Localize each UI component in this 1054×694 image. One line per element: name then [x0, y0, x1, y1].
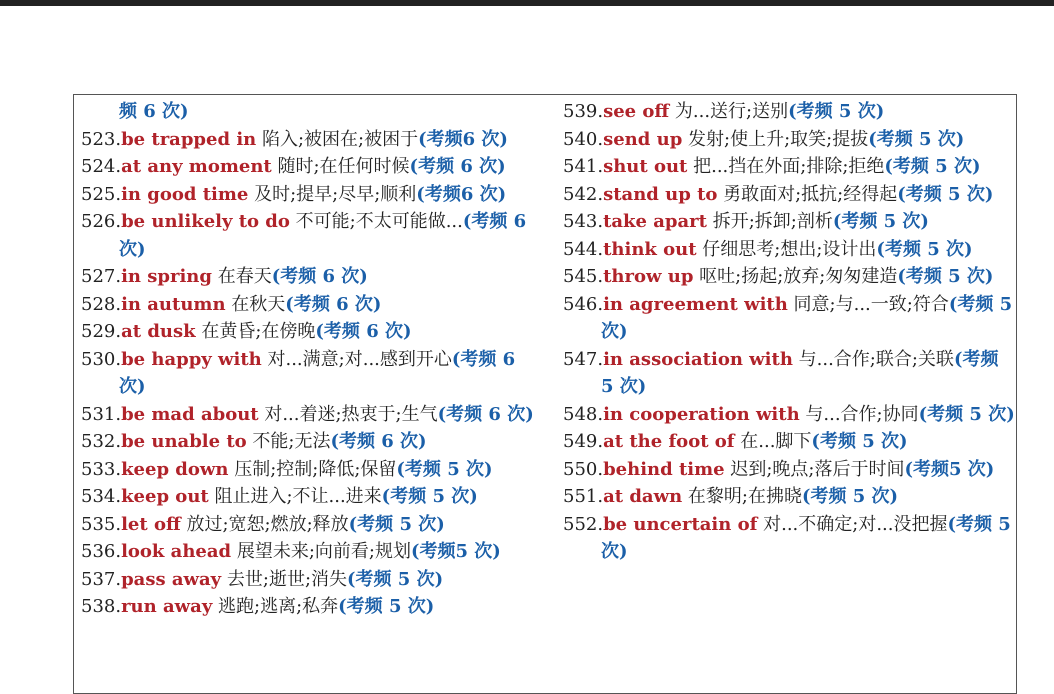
entry-meaning: 在春天	[211, 266, 272, 287]
entry-frequency: (考频 5 次)	[918, 403, 1015, 425]
entry-frequency: (考频 6 次)	[330, 431, 427, 452]
entry-phrase: in agreement with	[603, 293, 788, 315]
vocab-entry	[563, 483, 1015, 511]
entry-phrase: be mad about	[121, 403, 259, 425]
entry-frequency: (考频 5 次)	[788, 101, 885, 122]
entry-frequency: (考频 6 次)	[409, 156, 506, 177]
entry-meaning: 陷入;被困在;被困于	[256, 128, 419, 150]
entry-phrase: look ahead	[121, 541, 232, 562]
entry-meaning: 不可能;不太可能做...	[289, 211, 463, 232]
vocab-entry	[81, 181, 546, 209]
vocab-entry	[563, 401, 1015, 429]
entry-number: 527.	[81, 266, 122, 287]
entry-meaning: 不能;无法	[246, 431, 331, 452]
entry-meaning: 在黎明;在拂晓	[682, 486, 802, 507]
vocab-entry	[81, 566, 546, 594]
entry-meaning: 把...挡在外面;排除;拒绝	[687, 156, 885, 177]
entry-number: 535.	[81, 513, 122, 535]
entry-phrase: at any moment	[121, 156, 272, 177]
entry-phrase: send up	[603, 128, 683, 150]
entry-frequency: (考频 6 次)	[271, 266, 368, 287]
entry-phrase: in spring	[121, 266, 212, 287]
vocab-entry	[563, 181, 1015, 209]
vocab-entry	[81, 511, 546, 539]
entry-phrase: keep out	[121, 486, 209, 507]
entry-phrase: in association with	[603, 348, 793, 370]
entry-frequency: (考频 5 次)	[811, 431, 908, 452]
entry-number: 533.	[81, 458, 122, 480]
entry-frequency: (考频 5 次)	[601, 348, 999, 397]
vocab-entry	[563, 208, 1015, 236]
entry-phrase: throw up	[603, 266, 694, 287]
vocab-entry	[563, 291, 1015, 346]
entry-number: 549.	[563, 431, 604, 452]
vocab-entry	[81, 263, 546, 291]
entry-meaning: 勇敢面对;抵抗;经得起	[717, 183, 898, 205]
vocab-entry	[81, 428, 546, 456]
entry-phrase: keep down	[121, 458, 229, 480]
entry-phrase: be unlikely to do	[121, 211, 290, 232]
entry-phrase: stand up to	[603, 183, 718, 205]
entry-meaning: 迟到;晚点;落后于时间	[724, 458, 905, 480]
entry-number: 530.	[81, 348, 122, 370]
vocab-entry	[81, 593, 546, 621]
entry-meaning: 阻止进入;不让...进来	[208, 486, 382, 507]
entry-number: 524.	[81, 156, 122, 177]
entry-frequency: (考频 6 次)	[437, 403, 534, 425]
entry-meaning: 与...合作;联合;关联	[792, 348, 954, 370]
entry-number: 538.	[81, 596, 122, 617]
entry-number: 543.	[563, 211, 604, 232]
vocab-entry	[81, 456, 546, 484]
entry-phrase: pass away	[121, 568, 222, 590]
entry-meaning: 在黄昏;在傍晚	[195, 321, 316, 342]
entry-frequency: (考频 5 次)	[381, 486, 478, 507]
entry-frequency: (考频 5 次)	[801, 486, 899, 507]
entry-frequency: (考频 6 次)	[285, 293, 382, 315]
top-bar	[0, 0, 1054, 6]
entry-number: 534.	[81, 486, 122, 507]
entry-frequency: (考频5 次)	[904, 458, 995, 480]
entry-phrase: at the foot of	[603, 431, 735, 452]
entry-number: 551.	[563, 486, 604, 507]
vocab-entry	[81, 401, 546, 429]
entry-number: 545.	[563, 266, 604, 287]
entry-phrase: see off	[603, 101, 670, 122]
entry-meaning: 呕吐;扬起;放弃;匆匆建造	[693, 266, 898, 287]
entry-meaning: 与...合作;协同	[799, 403, 919, 425]
vocab-entry	[563, 236, 1015, 264]
vocab-entry	[563, 456, 1015, 484]
entry-frequency: (考频 5 次)	[601, 293, 1013, 342]
vocab-entry	[81, 98, 546, 126]
vocab-entry	[81, 291, 546, 319]
entry-number: 541.	[563, 156, 604, 177]
vocab-entry	[81, 126, 546, 154]
entry-meaning: 对...不确定;对...没把握	[757, 513, 948, 535]
entry-meaning: 随时;在任何时候	[271, 156, 410, 177]
entry-phrase: be trapped in	[121, 128, 257, 150]
entry-number: 544.	[563, 238, 604, 260]
entry-phrase: let off	[121, 513, 181, 535]
entry-phrase: at dusk	[121, 321, 196, 342]
entry-phrase: take apart	[603, 211, 707, 232]
entry-phrase: behind time	[603, 458, 725, 480]
entry-meaning: 及时;提早;尽早;顺利	[248, 183, 417, 205]
entry-frequency: (考频5 次)	[410, 541, 501, 562]
entry-phrase: think out	[603, 238, 697, 260]
entry-meaning: 在秋天	[225, 293, 286, 315]
vocab-entry	[81, 153, 546, 181]
entry-meaning: 对...着迷;热衷于;生气	[258, 403, 438, 425]
vocab-entry	[563, 98, 1015, 126]
entry-number: 523.	[81, 128, 122, 150]
vocab-entry	[81, 538, 546, 566]
entry-number: 547.	[563, 348, 604, 370]
entry-frequency: (考频 5 次)	[338, 596, 435, 617]
entry-meaning: 去世;逝世;消失	[221, 568, 348, 590]
vocab-entry	[81, 483, 546, 511]
vocab-entry	[563, 428, 1015, 456]
entry-frequency: (考频6 次)	[416, 183, 507, 205]
entry-frequency: (考频 6 次)	[119, 348, 516, 397]
entry-meaning: 为...送行;送别	[669, 101, 789, 122]
entry-phrase: in autumn	[121, 293, 226, 315]
entry-meaning: 发射;使上升;取笑;提拔	[682, 128, 869, 150]
entry-number: 531.	[81, 403, 122, 425]
vocab-entry	[563, 153, 1015, 181]
entry-phrase: at dawn	[603, 486, 683, 507]
entry-number: 528.	[81, 293, 122, 315]
entry-phrase: be happy with	[121, 348, 262, 370]
vocab-entry	[81, 318, 546, 346]
entry-frequency: (考频 6 次)	[119, 211, 527, 260]
vocab-entry	[81, 208, 546, 263]
entry-frequency: (考频 6 次)	[315, 321, 412, 342]
entry-frequency: (考频 5 次)	[868, 128, 965, 150]
vocab-entry	[563, 511, 1015, 566]
entry-frequency: (考频 5 次)	[876, 238, 973, 260]
entry-meaning: 展望未来;向前看;规划	[231, 541, 411, 562]
entry-number: 552.	[563, 513, 604, 535]
entry-number: 540.	[563, 128, 604, 150]
entry-meaning: 压制;控制;降低;保留	[228, 458, 397, 480]
vocab-entry	[563, 346, 1015, 401]
entry-meaning: 拆开;拆卸;剖析	[706, 211, 833, 232]
entry-frequency: (考频 5 次)	[601, 513, 1011, 562]
entry-number: 548.	[563, 403, 604, 425]
entry-phrase: in cooperation with	[603, 403, 800, 425]
entry-number: 546.	[563, 293, 604, 315]
entry-number: 539.	[563, 101, 604, 122]
entry-number: 532.	[81, 431, 122, 452]
entry-meaning: 同意;与...一致;符合	[787, 293, 949, 315]
entry-frequency: (考频 5 次)	[832, 211, 929, 232]
entry-frequency: 频 6 次)	[119, 101, 189, 122]
entry-number: 525.	[81, 183, 122, 205]
entry-number: 536.	[81, 541, 122, 562]
entry-phrase: run away	[121, 596, 213, 617]
vocab-entry	[563, 126, 1015, 154]
entry-phrase: be unable to	[121, 431, 247, 452]
entry-phrase: shut out	[603, 156, 688, 177]
entry-frequency: (考频 5 次)	[897, 266, 994, 287]
entry-number: 537.	[81, 568, 122, 590]
entry-frequency: (考频6 次)	[418, 128, 508, 150]
entry-meaning: 对...满意;对...感到开心	[261, 348, 452, 370]
entry-meaning: 逃跑;逃离;私奔	[212, 596, 339, 617]
entry-phrase: in good time	[121, 183, 249, 205]
left-column	[81, 98, 546, 621]
entry-number: 542.	[563, 183, 604, 205]
entry-number: 529.	[81, 321, 122, 342]
right-column	[563, 98, 1015, 566]
entry-meaning: 放过;宽恕;燃放;释放	[180, 513, 349, 535]
vocab-entry	[563, 263, 1015, 291]
entry-phrase: be uncertain of	[603, 513, 758, 535]
entry-frequency: (考频 5 次)	[884, 156, 981, 177]
entry-frequency: (考频 5 次)	[396, 458, 493, 480]
entry-number: 526.	[81, 211, 122, 232]
document-page	[73, 94, 1017, 694]
entry-frequency: (考频 5 次)	[348, 513, 445, 535]
entry-frequency: (考频 5 次)	[897, 183, 994, 205]
entry-number: 550.	[563, 458, 604, 480]
entry-frequency: (考频 5 次)	[347, 568, 444, 590]
vocab-entry	[81, 346, 546, 401]
entry-meaning: 仔细思考;想出;设计出	[696, 238, 877, 260]
entry-meaning: 在...脚下	[734, 431, 812, 452]
